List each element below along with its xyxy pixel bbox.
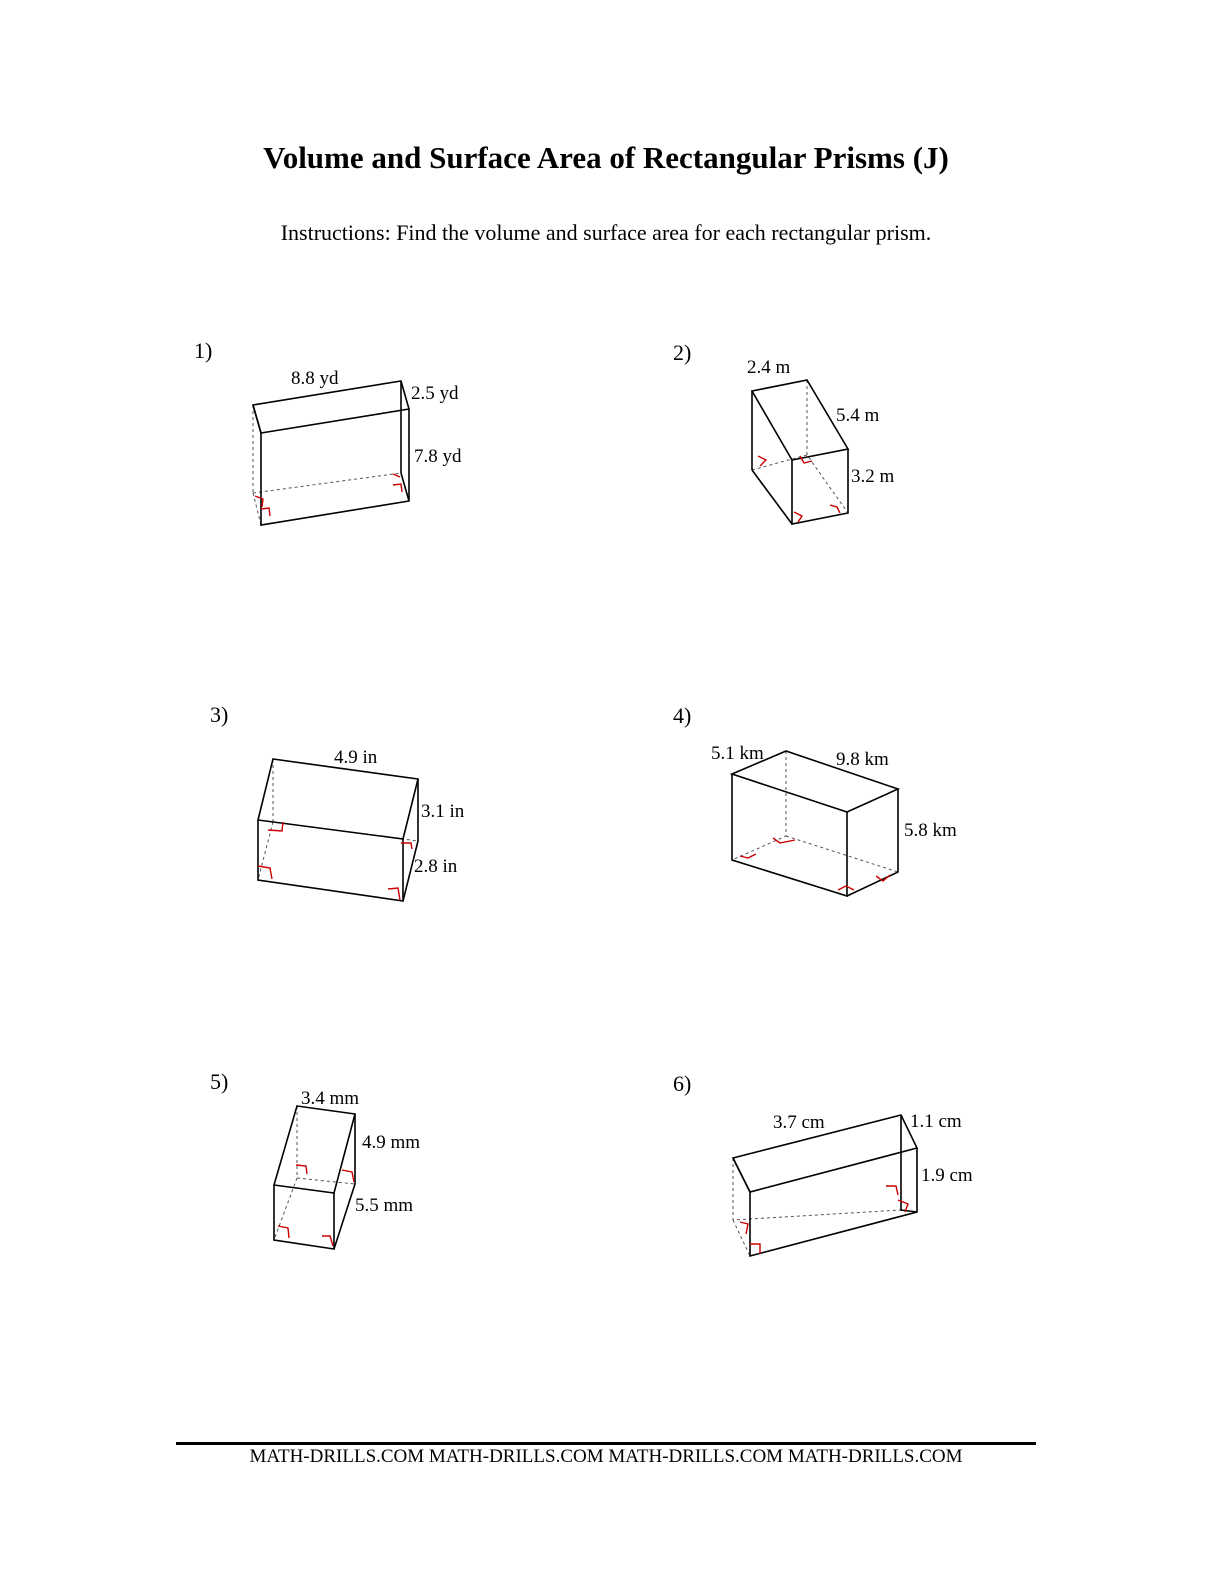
dimension-label: 3.7 cm	[773, 1112, 825, 1133]
prism-3	[258, 759, 418, 901]
dimension-label: 1.9 cm	[921, 1165, 973, 1186]
prism-4	[732, 751, 898, 896]
dimension-label: 1.1 cm	[910, 1111, 962, 1132]
problem-number-5: 5)	[210, 1069, 229, 1094]
problem-number-6: 6)	[673, 1071, 692, 1096]
prism-1	[253, 381, 409, 525]
dimension-label: 3.4 mm	[301, 1088, 360, 1109]
dimension-label: 2.4 m	[747, 357, 791, 378]
problem-number-4: 4)	[673, 703, 692, 728]
footer-watermark: MATH-DRILLS.COM MATH-DRILLS.COM MATH-DRILLS.COM MATH-DRILLS.COM	[249, 1446, 963, 1467]
instructions: Instructions: Find the volume and surface area for each rectangular prism.	[280, 220, 932, 245]
problem-number-3: 3)	[210, 702, 229, 727]
prism-6	[733, 1112, 917, 1256]
dimension-label: 9.8 km	[836, 749, 889, 770]
dimension-label: 4.9 mm	[362, 1132, 421, 1153]
dimension-label: 4.9 in	[334, 747, 378, 768]
dimension-label: 7.8 yd	[414, 446, 462, 467]
dimension-label: 3.2 m	[851, 466, 895, 487]
dimension-label: 5.1 km	[711, 743, 764, 764]
problem-number-1: 1)	[194, 338, 213, 363]
footer-divider	[176, 1442, 1036, 1445]
dimension-label: 8.8 yd	[291, 368, 339, 389]
prism-2	[752, 380, 848, 524]
dimension-label: 2.8 in	[414, 856, 458, 877]
dimension-label: 5.4 m	[836, 405, 880, 426]
prism-5	[274, 1106, 355, 1249]
dimension-label: 5.8 km	[904, 820, 957, 841]
problem-number-2: 2)	[673, 340, 692, 365]
dimension-label: 2.5 yd	[411, 383, 459, 404]
dimension-label: 5.5 mm	[355, 1195, 414, 1216]
dimension-label: 3.1 in	[421, 801, 465, 822]
page-title: Volume and Surface Area of Rectangular Prisms (J)	[263, 140, 949, 175]
